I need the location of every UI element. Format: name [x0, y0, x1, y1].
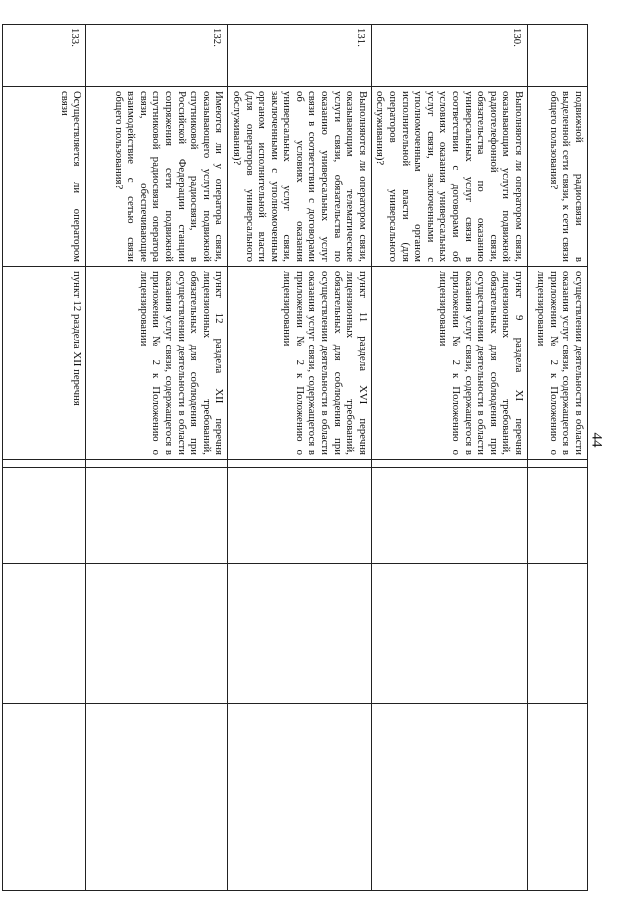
empty-cell — [371, 460, 527, 468]
row-number: 131. — [228, 25, 372, 87]
row-number: 132. — [86, 25, 228, 87]
requirement-cell: пункт 11 раздела XVI перечня лицензионных требований, обязательных для соблюдения при осуществлении деятельности в области оказания услуг связи, содержащегося в приложении № 2 к Положению о лицензировании — [228, 267, 372, 460]
question-cell: Имеются ли у оператора связи, оказывающего услуги подвижной спутниковой радиосвязи, в Российской Федерации станции сопряжения сети подвижной спутниковой радиосвязи оператора связи, обеспечивающие взаимодействие с сетью связи общего пользования? — [86, 87, 228, 267]
empty-cell — [3, 468, 86, 564]
table-row — [3, 25, 86, 891]
empty-cell — [228, 468, 372, 564]
table-row — [228, 25, 372, 891]
empty-cell — [228, 564, 372, 704]
empty-cell — [228, 704, 372, 891]
question-cell: Выполняются ли оператором связи, оказывающим телематические услуги связи, обязательства по оказанию универсальных услуг связи в соответствии с договорами об условиях оказания универсальных услуг связи, заключенными с уполномоченным органом исполнительной власти (для операторов универсального обслуживания)? — [228, 87, 372, 267]
question-cell: Выполняются ли оператором связи, оказывающим услуги подвижной радиотелефонной связи, обязательства по оказанию универсальных услуг связи в соответствии с договорами об условиях оказания универсальных услуг связи, заключенными с уполномоченным органом исполнительной власти (для операторов универсального обслуживания)? — [371, 87, 527, 267]
empty-cell — [371, 468, 527, 564]
empty-cell — [86, 468, 228, 564]
empty-cell — [528, 468, 588, 564]
empty-cell — [3, 704, 86, 891]
question-cell: подвижной радиосвязи в выделенной сети связи, к сети связи общего пользования? — [528, 87, 588, 267]
empty-cell — [3, 564, 86, 704]
empty-cell — [86, 460, 228, 468]
empty-cell — [528, 704, 588, 891]
empty-cell — [371, 564, 527, 704]
requirement-cell: осуществлении деятельности в области оказания услуг связи, содержащегося в приложении № 2 к Положению о лицензировании — [528, 267, 588, 460]
empty-cell — [86, 704, 228, 891]
row-number: 130. — [371, 25, 527, 87]
empty-cell — [86, 564, 228, 704]
requirement-cell: пункт 12 раздела XII перечня лицензионных требований, обязательных для соблюдения при осуществлении деятельности в области оказания услуг связи, содержащегося в приложении № 2 к Положению о лицензировании — [86, 267, 228, 460]
empty-cell — [228, 460, 372, 468]
empty-cell — [371, 704, 527, 891]
inspection-checklist-table — [2, 24, 588, 891]
requirement-cell: пункт 12 раздела XII перечня — [3, 267, 86, 460]
empty-cell — [3, 460, 86, 468]
table-row — [371, 25, 527, 891]
empty-cell — [528, 460, 588, 468]
empty-cell — [528, 564, 588, 704]
page-number: 44 — [588, 432, 605, 448]
rotated-table-container — [20, 24, 588, 890]
table-row — [528, 25, 588, 891]
question-cell: Осуществляется ли оператором связи — [3, 87, 86, 267]
row-number — [528, 25, 588, 87]
table-row — [86, 25, 228, 891]
row-number: 133. — [3, 25, 86, 87]
requirement-cell: пункт 9 раздела XI перечня лицензионных требований, обязательных для соблюдения при осуществлении деятельности в области оказания услуг связи, содержащегося в приложении № 2 к Положению о лицензировании — [371, 267, 527, 460]
